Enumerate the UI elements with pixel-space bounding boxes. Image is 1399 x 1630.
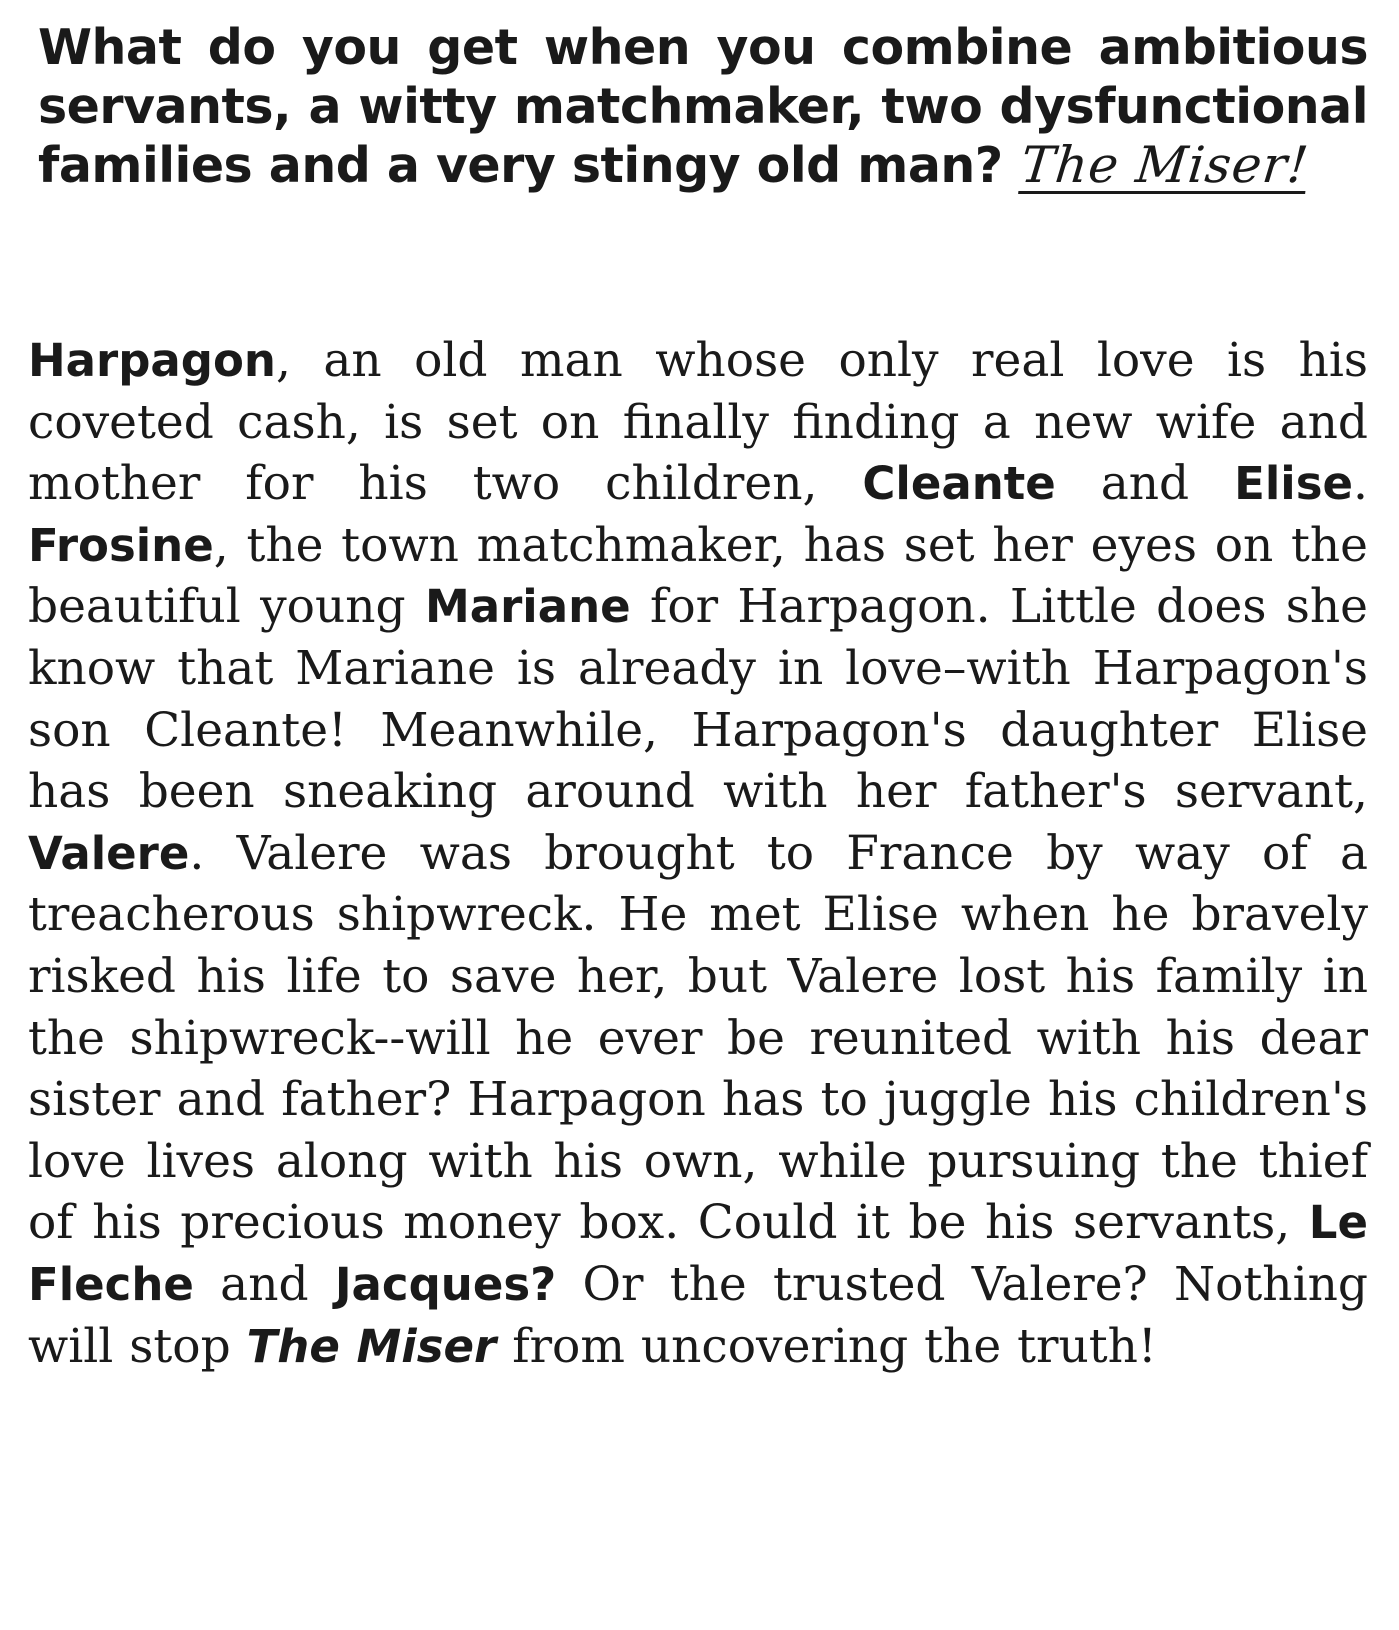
synopsis-text-3: .: [1353, 456, 1368, 512]
synopsis-text-1: , an old man whose only real love is his coveted cash, is set on finally finding a new wife and mother for his two children,: [28, 333, 1368, 512]
synopsis-text-6: . Valere was brought to France by way of a treacherous shipwreck. He met Elise when he bravely risked his life to save her, but Valere lost his family in the shipwreck--will he ever be reunited with his dear sister and father? Harpagon has to juggle his children's love lives along with his own, while pursuing the thief of his precious money box. Could it be his servants,: [28, 825, 1368, 1251]
character-mariane: Mariane: [424, 580, 631, 634]
miser-title-logo: The Miser!: [1017, 136, 1312, 194]
character-cleante: Cleante: [862, 457, 1056, 511]
synopsis-text-2: and: [1100, 456, 1190, 512]
synopsis-paragraph: [28, 330, 1368, 1377]
synopsis-text-8: Or the trusted Valere? Nothing will stop: [28, 1256, 1368, 1374]
synopsis-text-5: for Harpagon. Little does she know that Mariane is already in love–with Harpagon's son Cleante! Meanwhile, Harpagon's daughter Elise has been sneaking around with her father's servant,: [28, 579, 1368, 820]
character-jacques: Jacques?: [334, 1257, 557, 1311]
synopsis-text-7: and: [220, 1256, 309, 1312]
character-le-fleche: Le Fleche: [28, 1196, 1368, 1311]
play-title-reference: The Miser: [246, 1319, 497, 1373]
character-valere: Valere: [28, 826, 190, 880]
synopsis-text-9: from uncovering the truth!: [512, 1318, 1157, 1374]
intro-paragraph: [38, 18, 1368, 195]
intro-question: What do you get when you combine ambitious servants, a witty matchmaker, two dysfunctional families and a very stingy old man?: [38, 19, 1368, 194]
character-frosine: Frosine: [28, 518, 214, 572]
synopsis-text-4: , the town matchmaker, has set her eyes on the beautiful young: [28, 517, 1368, 635]
character-elise: Elise: [1234, 457, 1354, 511]
character-harpagon: Harpagon: [28, 334, 276, 387]
